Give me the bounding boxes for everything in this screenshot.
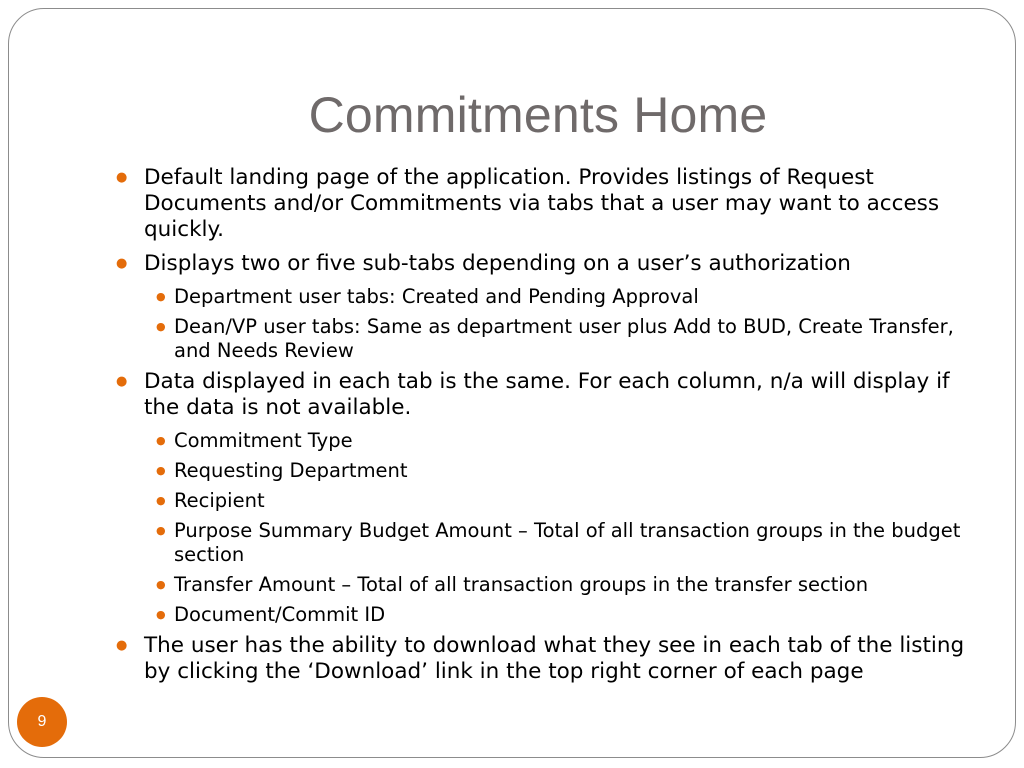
bullet-item-landing-page xyxy=(116,165,974,243)
page-number-badge xyxy=(17,697,67,747)
bullet-text: Requesting Department xyxy=(174,459,408,482)
bullet-icon: ● xyxy=(156,434,166,447)
slide-title: Commitments Home xyxy=(308,87,768,143)
bullet-icon: ● xyxy=(156,578,166,591)
bullet-icon: ● xyxy=(156,464,166,477)
sub-bullet-department-tabs xyxy=(116,285,974,309)
sub-bullet-commitment-type xyxy=(116,429,974,453)
sub-bullet-requesting-department xyxy=(116,459,974,483)
bullet-icon: ● xyxy=(156,524,166,537)
bullet-icon: ● xyxy=(156,290,166,303)
sub-bullet-recipient xyxy=(116,489,974,513)
bullet-icon: ● xyxy=(116,170,128,185)
bullet-text: Displays two or five sub-tabs depending on a user’s authorization xyxy=(144,251,851,276)
sub-bullet-transfer-amount xyxy=(116,573,974,597)
bullet-text: Dean/VP user tabs: Same as department user plus Add to BUD, Create Transfer, and Needs Review xyxy=(174,315,954,362)
bullet-text: Data displayed in each tab is the same. For each column, n/a will display if the data is not available. xyxy=(144,369,950,420)
bullet-icon: ● xyxy=(156,320,166,333)
sub-bullet-document-commit-id xyxy=(116,603,974,627)
bullet-item-download xyxy=(116,633,974,685)
bullet-text: Department user tabs: Created and Pending Approval xyxy=(174,285,699,308)
bullet-text: Default landing page of the application. Provides listings of Request Documents and/or Commitments via tabs that a user may want to access quickly. xyxy=(144,165,940,242)
bullet-text: Commitment Type xyxy=(174,429,353,452)
bullet-list xyxy=(116,165,974,693)
bullet-icon: ● xyxy=(116,638,128,653)
bullet-text: Transfer Amount – Total of all transaction groups in the transfer section xyxy=(174,573,869,596)
page-number: 9 xyxy=(37,713,47,730)
bullet-item-sub-tabs xyxy=(116,251,974,277)
bullet-text: Document/Commit ID xyxy=(174,603,386,626)
bullet-icon: ● xyxy=(156,494,166,507)
bullet-item-data-displayed xyxy=(116,369,974,421)
bullet-text: Purpose Summary Budget Amount – Total of all transaction groups in the budget section xyxy=(174,519,961,566)
bullet-icon: ● xyxy=(156,608,166,621)
sub-bullet-purpose-summary xyxy=(116,519,974,567)
bullet-text: Recipient xyxy=(174,489,265,512)
sub-bullet-dean-vp-tabs xyxy=(116,315,974,363)
bullet-icon: ● xyxy=(116,256,128,271)
bullet-text: The user has the ability to download what they see in each tab of the listing by clicking the ‘Download’ link in the top right corner of each page xyxy=(144,633,965,684)
bullet-icon: ● xyxy=(116,374,128,389)
